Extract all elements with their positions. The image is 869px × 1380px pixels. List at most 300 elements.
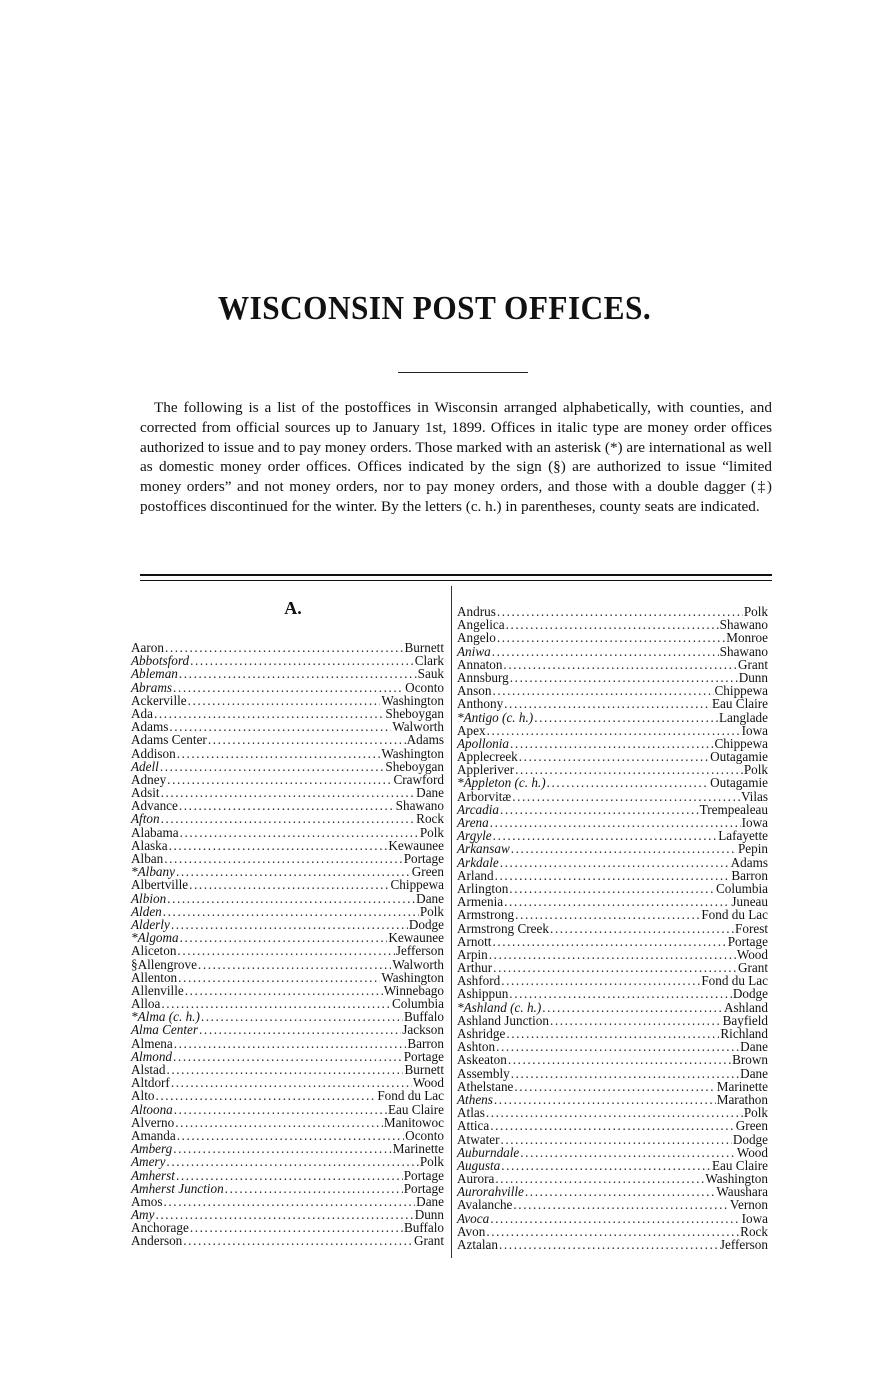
leader-dots [490, 816, 741, 829]
post-office-name: Ackerville [131, 692, 187, 708]
leader-dots [519, 750, 709, 763]
county-name: Shawano [719, 643, 768, 659]
leader-dots [188, 694, 381, 707]
county-name: Lafayette [718, 828, 768, 844]
county-name: Buffalo [403, 1220, 444, 1236]
leader-dots [160, 760, 385, 773]
list-item [131, 1050, 444, 1063]
post-office-name: Amery [131, 1154, 166, 1170]
list-item [131, 681, 444, 694]
list-item [131, 1234, 444, 1247]
list-item [457, 1001, 768, 1014]
leader-dots [199, 1023, 401, 1036]
leader-dots [504, 697, 711, 710]
post-office-name: Addison [131, 745, 176, 761]
county-name: Jefferson [719, 1237, 768, 1252]
list-item [457, 790, 768, 803]
list-item [457, 1067, 768, 1080]
county-name: Dane [416, 890, 444, 906]
county-name: Washington [381, 692, 444, 708]
post-office-name: Amy [131, 1207, 155, 1223]
leader-dots [163, 905, 419, 918]
county-name: Sheboygan [385, 705, 444, 721]
list-item [131, 747, 444, 760]
county-name: Chippewa [390, 877, 444, 893]
list-item [457, 1238, 768, 1251]
county-name: Dane [740, 1065, 768, 1081]
county-name: Burnett [404, 1062, 444, 1077]
county-name: Polk [419, 1154, 444, 1170]
county-name: Wood [736, 1144, 768, 1160]
post-office-name: Arborvitæ [457, 788, 512, 804]
leader-dots [501, 1159, 711, 1172]
list-item [457, 948, 768, 961]
county-name: Barron [731, 867, 768, 883]
section-letter: A. [284, 598, 302, 618]
post-office-name: Alabama [131, 824, 179, 840]
post-office-name: Abbotsford [131, 653, 190, 669]
leader-dots [492, 935, 726, 948]
post-office-name: Advance [131, 798, 178, 814]
county-name: Buffalo [403, 1009, 444, 1025]
leader-dots [495, 1172, 704, 1185]
leader-dots [512, 790, 740, 803]
post-office-name: Alaska [131, 837, 168, 853]
leader-dots [169, 839, 388, 852]
post-office-name: Allenville [131, 982, 184, 998]
leader-dots [509, 882, 715, 895]
post-office-name: Anthony [457, 696, 504, 712]
post-office-name: Ableman [131, 666, 178, 682]
leader-dots [493, 829, 718, 842]
county-name: Bayfield [722, 1012, 768, 1028]
post-office-name: §Allengrove [131, 956, 197, 972]
county-name: Clark [414, 653, 444, 669]
post-office-name: Apex [457, 722, 486, 738]
post-office-name: Avoca [457, 1210, 490, 1226]
post-office-name: Albertville [131, 877, 189, 893]
title-underline [398, 372, 528, 373]
post-office-name: Afton [131, 811, 160, 827]
list-item [457, 1212, 768, 1225]
county-name: Polk [743, 1105, 768, 1121]
post-office-name: Ashland Junction [457, 1012, 549, 1028]
column-divider [451, 586, 452, 1258]
post-office-name: *Algoma [131, 930, 179, 946]
post-office-name: Avon [457, 1223, 486, 1239]
leader-dots [180, 931, 388, 944]
leader-dots [534, 711, 718, 724]
list-item [457, 1027, 768, 1040]
post-office-name: Alto [131, 1088, 155, 1104]
county-name: Ashland [724, 999, 768, 1015]
post-office-name: Amanda [131, 1127, 176, 1143]
post-office-name: Apollonia [457, 735, 510, 751]
leader-dots [515, 908, 700, 921]
post-office-name: Arkansaw [457, 841, 510, 857]
county-name: Outagamie [710, 749, 768, 765]
leader-dots [496, 1040, 739, 1053]
county-name: Columbia [715, 880, 768, 896]
county-name: Washington [381, 745, 444, 761]
list-item [131, 892, 444, 905]
leader-dots [492, 684, 713, 697]
county-name: Forest [735, 920, 768, 936]
list-item [457, 1119, 768, 1132]
double-rule-top [140, 574, 772, 576]
county-name: Fond du Lac [377, 1088, 444, 1104]
county-name: Dodge [732, 1131, 768, 1147]
leader-dots [171, 918, 408, 931]
list-item [131, 1182, 444, 1195]
list-item [131, 826, 444, 839]
post-office-name: Ashippun [457, 986, 509, 1002]
post-office-name: *Albany [131, 864, 175, 880]
post-office-name: Armenia [457, 894, 504, 910]
county-name: Vilas [740, 788, 768, 804]
county-name: Kewaunee [388, 837, 444, 853]
leader-dots [510, 737, 713, 750]
leader-dots [190, 654, 414, 667]
post-office-name: Anchorage [131, 1220, 189, 1236]
list-item [131, 812, 444, 825]
leader-dots [520, 1146, 736, 1159]
list-item [457, 711, 768, 724]
leader-dots [500, 803, 699, 816]
post-office-name: Andrus [457, 604, 496, 619]
list-item [457, 776, 768, 789]
county-name: Oconto [405, 1127, 444, 1143]
list-item [457, 1106, 768, 1119]
county-name: Wood [412, 1075, 444, 1091]
list-item [457, 908, 768, 921]
post-office-name: Atwater [457, 1131, 500, 1147]
leader-dots [185, 984, 383, 997]
page-title: WISCONSIN POST OFFICES. [217, 290, 652, 327]
post-office-name: Angelo [457, 630, 496, 646]
leader-dots [167, 892, 415, 905]
leader-dots [166, 1155, 418, 1168]
county-name: Portage [403, 1180, 444, 1196]
county-name: Grant [737, 656, 768, 672]
county-name: Polk [419, 903, 444, 919]
leader-dots [513, 1198, 729, 1211]
leader-dots [547, 776, 710, 789]
leader-dots [171, 1076, 412, 1089]
post-office-name: Altoona [131, 1101, 173, 1117]
post-office-name: Athens [457, 1091, 493, 1107]
list-item [457, 645, 768, 658]
county-name: Shawano [719, 617, 768, 633]
list-item [131, 694, 444, 707]
post-office-name: Alma Center [131, 1022, 199, 1038]
post-office-name: Aurora [457, 1171, 495, 1187]
county-name: Marinette [392, 1141, 444, 1157]
leader-dots [508, 1053, 731, 1066]
post-office-name: Alstad [131, 1062, 166, 1077]
post-office-name: Alban [131, 851, 164, 866]
county-name: Portage [727, 933, 768, 949]
list-item [131, 839, 444, 852]
post-office-name: Amberg [131, 1141, 173, 1157]
leader-dots [500, 856, 730, 869]
leader-dots [201, 1010, 403, 1023]
leader-dots [514, 1080, 715, 1093]
county-name: Chippewa [714, 735, 768, 751]
list-item [131, 799, 444, 812]
leader-dots [515, 763, 743, 776]
county-name: Sheboygan [385, 758, 444, 774]
post-office-name: Arland [457, 867, 494, 883]
leader-dots [174, 1103, 387, 1116]
county-name: Eau Claire [711, 1157, 768, 1173]
post-office-name: Amos [131, 1193, 163, 1209]
county-name: Juneau [731, 894, 768, 910]
intro-paragraph: The following is a list of the postoffices in Wisconsin arranged alphabetically, with counties, and corrected from official sources up to January 1st, 1899. Offices in italic type are money order offices authorized to issue and to pay money orders. Those marked with an asterisk (*) are international as well as domestic money order offices. Offices indicated by the sign (§) are authorized to issue “limited money orders” and not money orders, nor to pay money orders, and those with a double dagger (‡) postoffices discontinued for the winter. By the letters (c. h.) in parentheses, county seats are indicated. [140, 399, 772, 515]
list-item [457, 803, 768, 816]
post-office-name: Attica [457, 1118, 490, 1134]
leader-dots [177, 944, 394, 957]
leader-dots [511, 1067, 739, 1080]
list-item [457, 724, 768, 737]
leader-dots [173, 1050, 403, 1063]
list-item [131, 1155, 444, 1168]
post-office-name: Applecreek [457, 749, 518, 765]
post-office-name: Adney [131, 771, 167, 787]
leader-dots [175, 1116, 383, 1129]
post-office-name: Arcadia [457, 801, 499, 817]
list-item [457, 869, 768, 882]
list-item [131, 667, 444, 680]
list-item [457, 658, 768, 671]
county-name: Fond du Lac [701, 973, 768, 989]
leader-dots [161, 786, 416, 799]
county-name: Dane [416, 1193, 444, 1209]
county-name: Jefferson [395, 943, 444, 959]
post-office-name: Armstrong Creek [457, 920, 549, 936]
post-office-name: Alden [131, 903, 162, 919]
post-office-name: Armstrong [457, 907, 515, 923]
leader-dots [177, 1129, 404, 1142]
post-office-name: Alloa [131, 996, 161, 1012]
county-name: Pepin [737, 841, 768, 857]
county-name: Dunn [414, 1207, 444, 1223]
county-name: Iowa [741, 815, 768, 830]
leader-dots [506, 618, 719, 631]
county-name: Polk [419, 824, 444, 840]
post-office-name: Auburndale [457, 1144, 520, 1160]
post-office-name: Assembly [457, 1065, 510, 1081]
list-item [131, 1116, 444, 1129]
post-office-name: Adell [131, 758, 159, 774]
list-item [131, 1037, 444, 1050]
leader-dots [155, 1208, 413, 1221]
leader-dots [173, 1142, 391, 1155]
post-office-name: Almond [131, 1048, 173, 1064]
leader-dots [525, 1185, 715, 1198]
post-office-name: Arnott [457, 933, 492, 949]
post-office-name: Atlas [457, 1105, 485, 1121]
leader-dots [180, 826, 419, 839]
county-name: Walworth [392, 956, 444, 972]
post-office-name: Adams [131, 719, 169, 735]
leader-dots [503, 658, 737, 671]
county-name: Richland [720, 1026, 768, 1041]
leader-dots [511, 842, 737, 855]
county-name: Sauk [417, 666, 444, 682]
post-office-name: Albion [131, 890, 167, 906]
list-item [457, 697, 768, 710]
leader-dots [542, 1001, 723, 1014]
leader-dots [164, 852, 402, 865]
leader-dots [490, 1119, 735, 1132]
leader-dots [500, 1133, 731, 1146]
county-name: Washington [381, 969, 444, 985]
county-name: Marathon [716, 1091, 768, 1107]
leader-dots [178, 971, 380, 984]
leader-dots [173, 681, 404, 694]
list-item [131, 905, 444, 918]
post-office-name: Ada [131, 705, 153, 721]
county-name: Portage [403, 851, 444, 866]
county-name: Vernon [729, 1197, 768, 1213]
post-office-name: Amherst Junction [131, 1180, 224, 1196]
double-rule-bottom [140, 580, 772, 581]
post-office-name: Athelstane [457, 1078, 514, 1094]
county-name: Jackson [402, 1022, 444, 1038]
county-name: Monroe [726, 630, 768, 646]
post-office-name: Ashford [457, 973, 501, 989]
leader-dots [164, 1195, 416, 1208]
post-office-name: Ashridge [457, 1026, 506, 1041]
leader-dots [179, 667, 417, 680]
county-name: Langlade [718, 709, 768, 725]
county-name: Wood [736, 946, 768, 962]
leader-dots [486, 1106, 743, 1119]
list-item [131, 1023, 444, 1036]
list-item [131, 958, 444, 971]
county-name: Outagamie [710, 775, 768, 791]
post-office-name: Aztalan [457, 1237, 499, 1252]
post-office-name: *Antigo (c. h.) [457, 709, 534, 725]
post-office-name: Annsburg [457, 669, 509, 685]
leader-dots [492, 645, 719, 658]
county-name: Marinette [716, 1078, 768, 1094]
list-item [131, 733, 444, 746]
list-item [457, 1080, 768, 1093]
leader-dots [509, 987, 732, 1000]
county-name: Dane [740, 1039, 768, 1055]
county-name: Crawford [393, 771, 444, 787]
county-name: Iowa [741, 722, 768, 738]
post-office-name: Aliceton [131, 943, 177, 959]
list-item [131, 1142, 444, 1155]
post-office-name: Abrams [131, 679, 173, 695]
county-name: Columbia [391, 996, 444, 1012]
list-item [457, 1053, 768, 1066]
post-office-name: Annaton [457, 656, 503, 672]
leader-dots [174, 1037, 407, 1050]
post-office-name: Angelica [457, 617, 505, 633]
county-name: Dodge [408, 916, 444, 932]
county-name: Dunn [738, 669, 768, 685]
post-office-name: Aurorahville [457, 1184, 524, 1200]
post-office-name: Alderly [131, 916, 170, 932]
post-office-name: Altdorf [131, 1075, 170, 1091]
post-office-name: Allenton [131, 969, 178, 985]
list-item [457, 1146, 768, 1159]
list-item [457, 987, 768, 1000]
county-name: Eau Claire [711, 696, 768, 712]
county-name: Manitowoc [383, 1114, 444, 1130]
county-name: Winnebago [383, 982, 444, 998]
list-item [131, 852, 444, 865]
leader-dots [490, 1212, 740, 1225]
county-name: Rock [740, 1223, 768, 1239]
post-office-name: *Ashland (c. h.) [457, 999, 542, 1015]
county-name: Portage [403, 1167, 444, 1183]
post-office-name: Adsit [131, 785, 160, 801]
county-name: Washington [705, 1171, 768, 1187]
post-office-name: Arpin [457, 946, 488, 962]
list-item [131, 944, 444, 957]
county-name: Burnett [404, 640, 444, 655]
county-name: Fond du Lac [701, 907, 768, 923]
county-name: Rock [416, 811, 444, 827]
leader-dots [487, 724, 741, 737]
county-name: Green [411, 864, 444, 880]
post-office-name: Askeaton [457, 1052, 507, 1068]
post-office-name: Augusta [457, 1157, 501, 1173]
list-item [131, 1089, 444, 1102]
leader-dots [179, 799, 395, 812]
post-office-name: Appleriver [457, 762, 515, 778]
right-column-list [457, 605, 768, 1251]
list-item [131, 971, 444, 984]
leader-dots [190, 1221, 403, 1234]
list-item [457, 1198, 768, 1211]
leader-dots [497, 605, 743, 618]
post-office-name: Avalanche [457, 1197, 513, 1213]
post-office-name: Arthur [457, 960, 493, 976]
county-name: Portage [403, 1048, 444, 1064]
county-name: Barron [407, 1035, 444, 1051]
leader-dots [166, 1063, 403, 1076]
county-name: Adams [730, 854, 768, 870]
leader-dots [550, 922, 734, 935]
leader-dots [486, 1225, 739, 1238]
post-office-name: Adams Center [131, 732, 207, 748]
post-office-name: Argyle [457, 828, 492, 844]
post-office-name: Amherst [131, 1167, 175, 1183]
county-name: Dane [416, 785, 444, 801]
county-name: Iowa [741, 1210, 768, 1226]
list-item [457, 1133, 768, 1146]
county-name: Polk [743, 604, 768, 619]
list-item [131, 1195, 444, 1208]
post-office-name: Arena [457, 815, 489, 830]
leader-dots [189, 878, 389, 891]
leader-dots [550, 1014, 722, 1027]
leader-dots [495, 869, 731, 882]
county-name: Kewaunee [388, 930, 444, 946]
left-column-list [131, 641, 444, 1248]
list-item [131, 1063, 444, 1076]
county-name: Eau Claire [387, 1101, 444, 1117]
leader-dots [501, 974, 700, 987]
county-name: Grant [413, 1233, 444, 1249]
post-office-name: Arkdale [457, 854, 499, 870]
